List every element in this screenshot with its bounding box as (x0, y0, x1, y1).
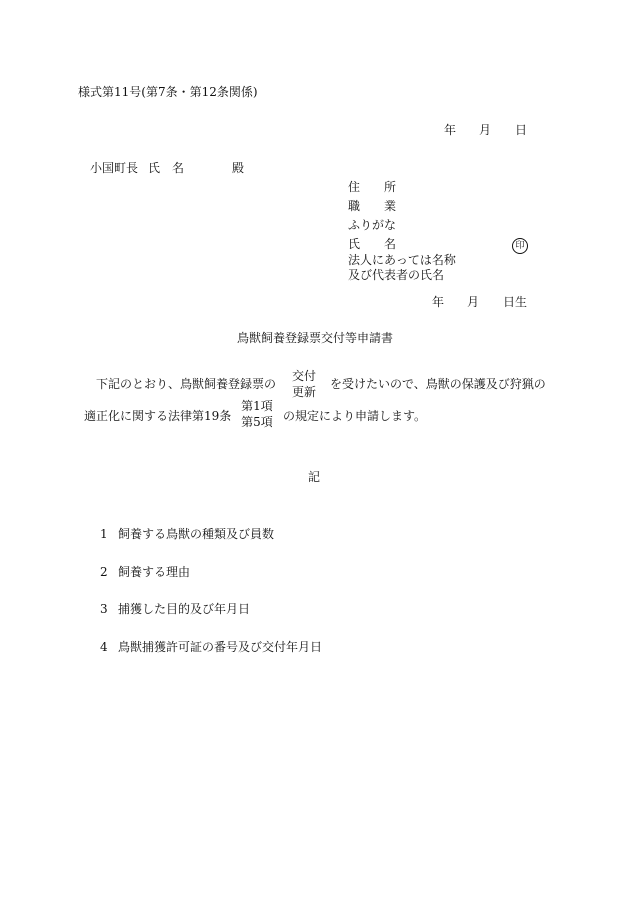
item-3-number: 3 (100, 602, 108, 616)
item-2-number: 2 (100, 565, 108, 579)
choice-renew: 更新 (291, 385, 316, 399)
item-4-text: 鳥獣捕獲許可証の番号及び交付年月日 (118, 640, 323, 654)
item-1-number: 1 (100, 527, 108, 541)
item-3-text: 捕獲した目的及び年月日 (118, 602, 251, 616)
birth-month: 月 (467, 295, 480, 309)
birth-day: 日生 (503, 295, 528, 309)
item-1-text: 飼養する鳥獣の種類及び員数 (118, 527, 275, 541)
furigana-label: ふりがな (348, 218, 397, 232)
choice-issue-renew (288, 368, 320, 400)
ki-heading: 記 (308, 470, 321, 484)
choice-paragraph-1: 第1項 (241, 399, 273, 413)
choice-paragraph-5: 第5項 (241, 415, 273, 429)
occupation-label: 職 業 (348, 199, 397, 213)
applicant-name-label: 氏 名 (348, 237, 397, 251)
choice-paragraph (238, 398, 276, 430)
item-2-text: 飼養する理由 (118, 565, 191, 579)
body-line2-suffix: の規定により申請します。 (283, 409, 427, 423)
item-4-number: 4 (100, 640, 108, 654)
choice-issue: 交付 (291, 369, 316, 383)
address-label: 住 所 (348, 180, 397, 194)
date-day: 日 (515, 123, 528, 137)
date-year: 年 (444, 123, 457, 137)
body-line1-prefix: 下記のとおり、鳥獣飼養登録票の (96, 377, 277, 391)
body-line1-suffix: を受けたいので、鳥獣の保護及び狩猟の (330, 377, 546, 391)
document-title: 鳥獣飼養登録票交付等申請書 (237, 331, 394, 345)
form-number: 様式第11号(第7条・第12条関係) (78, 85, 258, 99)
seal-icon: 印 (512, 238, 528, 254)
body-line2-prefix: 適正化に関する法律第19条 (84, 409, 232, 423)
corporate-line2: 及び代表者の氏名 (348, 268, 445, 282)
birth-year: 年 (432, 295, 445, 309)
addressee-mayor: 小国町長 (90, 161, 139, 175)
date-month: 月 (479, 123, 492, 137)
corporate-line1: 法人にあっては名称 (348, 253, 456, 267)
seal-mark (512, 236, 528, 254)
addressee-honorific: 殿 (232, 161, 245, 175)
addressee-name-label: 氏 名 (148, 161, 185, 175)
